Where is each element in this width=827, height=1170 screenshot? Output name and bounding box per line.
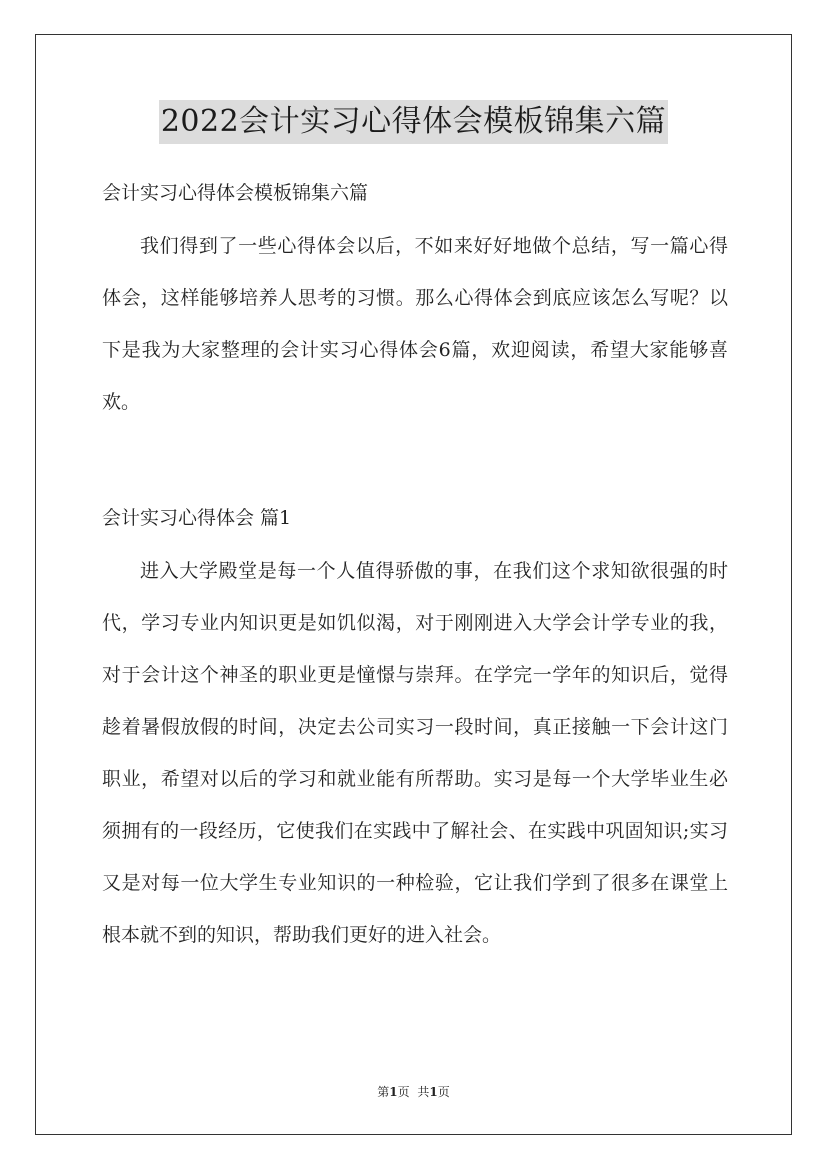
page-suffix: 页 <box>397 1085 410 1099</box>
intro-paragraph: 我们得到了一些心得体会以后，不如来好好地做个总结，写一篇心得体会，这样能够培养人思考的习惯。那么心得体会到底应该怎么写呢？以下是我为大家整理的会计实习心得体会6篇，欢迎阅读，希望大家能够喜欢。 <box>102 235 728 413</box>
title-container <box>0 100 827 144</box>
document-subtitle: 会计实习心得体会模板锦集六篇 <box>102 182 369 204</box>
total-pages: 1 <box>429 1085 438 1099</box>
section-heading: 会计实习心得体会 篇1 <box>102 507 292 529</box>
total-prefix: 共 <box>417 1085 430 1099</box>
page-footer <box>0 1084 827 1100</box>
total-suffix: 页 <box>437 1085 450 1099</box>
page-prefix: 第 <box>377 1085 390 1099</box>
page-number: 1 <box>389 1085 398 1099</box>
section-body-paragraph: 进入大学殿堂是每一个人值得骄傲的事，在我们这个求知欲很强的时代，学习专业内知识更是如饥似渴，对于刚刚进入大学会计学专业的我，对于会计这个神圣的职业更是憧憬与崇拜。在学完一学年的知识后，觉得趁着暑假放假的时间，决定去公司实习一段时间，真正接触一下会计这门职业，希望对以后的学习和就业能有所帮助。实习是每一个大学毕业生必须拥有的一段经历，它使我们在实践中了解社会、在实践中巩固知识;实习又是对每一位大学生专业知识的一种检验，它让我们学到了很多在课堂上根本就不到的知识，帮助我们更好的进入社会。 <box>102 560 728 946</box>
document-title: 2022会计实习心得体会模板锦集六篇 <box>159 100 668 144</box>
